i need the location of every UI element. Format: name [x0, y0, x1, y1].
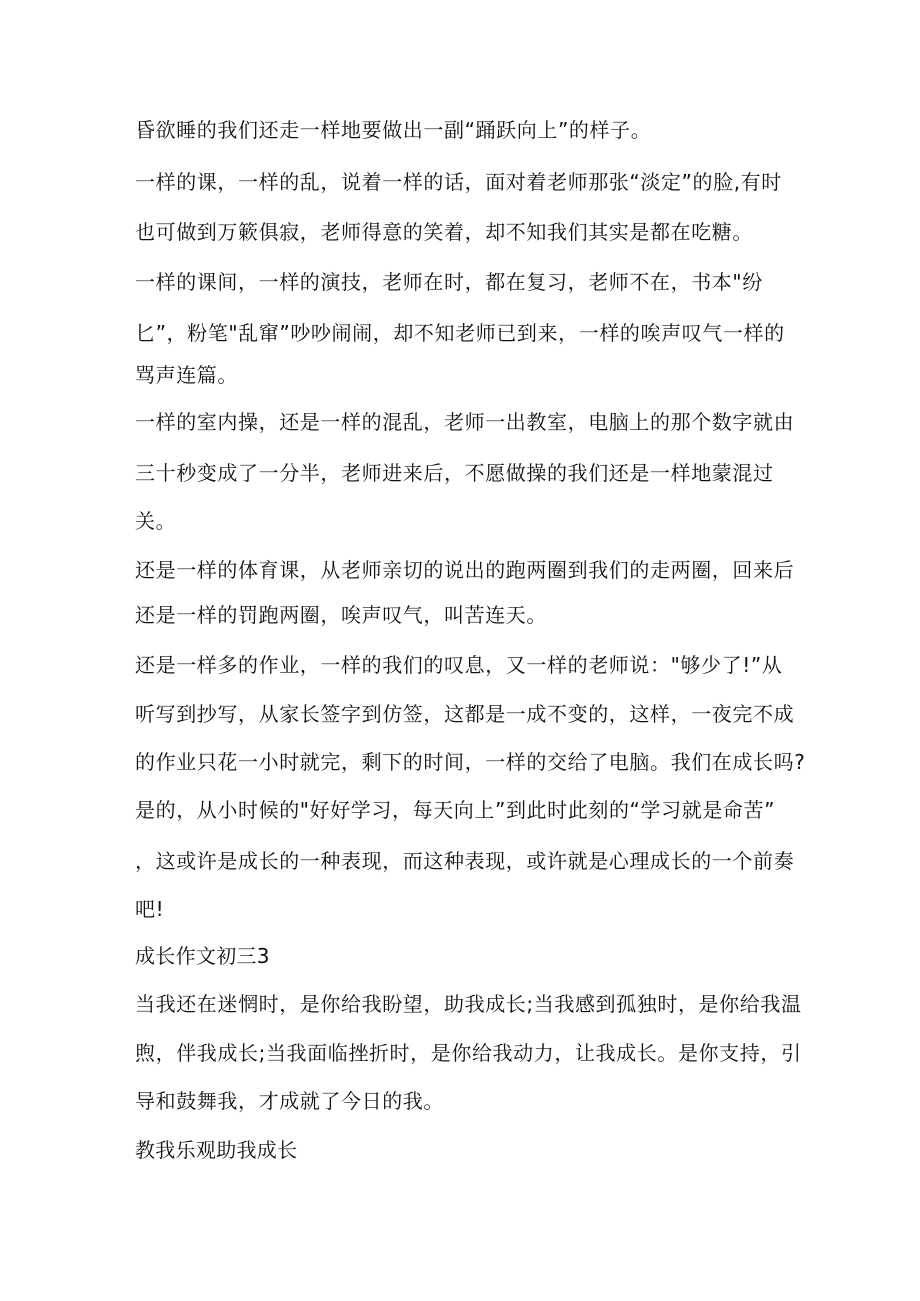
- text-line: 当我还在迷惘时，是你给我盼望，助我成长;当我感到孤独时，是你给我温: [135, 992, 802, 1016]
- text-line: 导和鼓舞我，才成就了今日的我。: [135, 1089, 444, 1113]
- text-line: 听写到抄写，从家长签字到仿签，这都是一成不变的，这样，一夜完不成: [135, 702, 795, 726]
- text-line: 还是一样的体育课，从老师亲切的说出的跑两圈到我们的走两圈，回来后: [135, 558, 795, 582]
- text-line: 还是一样的罚跑两圈，唉声叹气，叫苦连天。: [135, 603, 547, 627]
- text-line: 吧!: [135, 897, 165, 921]
- text-line: 昏欲睡的我们还走一样地要做出一副“踊跃向上”的样子。: [135, 118, 652, 142]
- subheading: 教我乐观助我成长: [135, 1138, 298, 1162]
- text-line: 三十秒变成了一分半，老师进来后，不愿做操的我们还是一样地蒙混过: [135, 461, 774, 485]
- section-title: 成长作文初三3: [135, 944, 270, 968]
- text-line: 骂声连篇。: [135, 363, 238, 387]
- text-line: 一样的室内操，还是一样的混乱，老师一出教室，电脑上的那个数字就由: [135, 410, 795, 434]
- text-line: 一样的课，一样的乱，说着一样的话，面对着老师那张“淡定”的脸,有时: [135, 170, 782, 194]
- text-line: 匕”，粉笔"乱窜”吵吵闹闹，却不知老师已到来，一样的唉声叹气一样的: [135, 321, 785, 345]
- text-line: ，这或许是成长的一种表现，而这种表现，或许就是心理成长的一个前奏: [135, 849, 795, 873]
- text-line: 还是一样多的作业，一样的我们的叹息，又一样的老师说："够少了!”从: [135, 653, 783, 677]
- text-line: 也可做到万簌俱寂，老师得意的笑着，却不知我们其实是都在吃糖。: [135, 220, 753, 244]
- text-line: 煦，伴我成长;当我面临挫折时，是你给我动力，让我成长。是你支持，引: [135, 1041, 802, 1065]
- text-line: 的作业只花一小时就完，剩下的时间，一样的交给了电脑。我们在成长吗?: [135, 750, 806, 774]
- text-line: 一样的课间，一样的演技，老师在时，都在复习，老师不在，书本"纷: [135, 270, 763, 294]
- text-line: 关。: [135, 509, 177, 533]
- text-line: 是的，从小时候的"好好学习，每天向上”到此时此刻的“学习就是命苦”: [135, 798, 776, 822]
